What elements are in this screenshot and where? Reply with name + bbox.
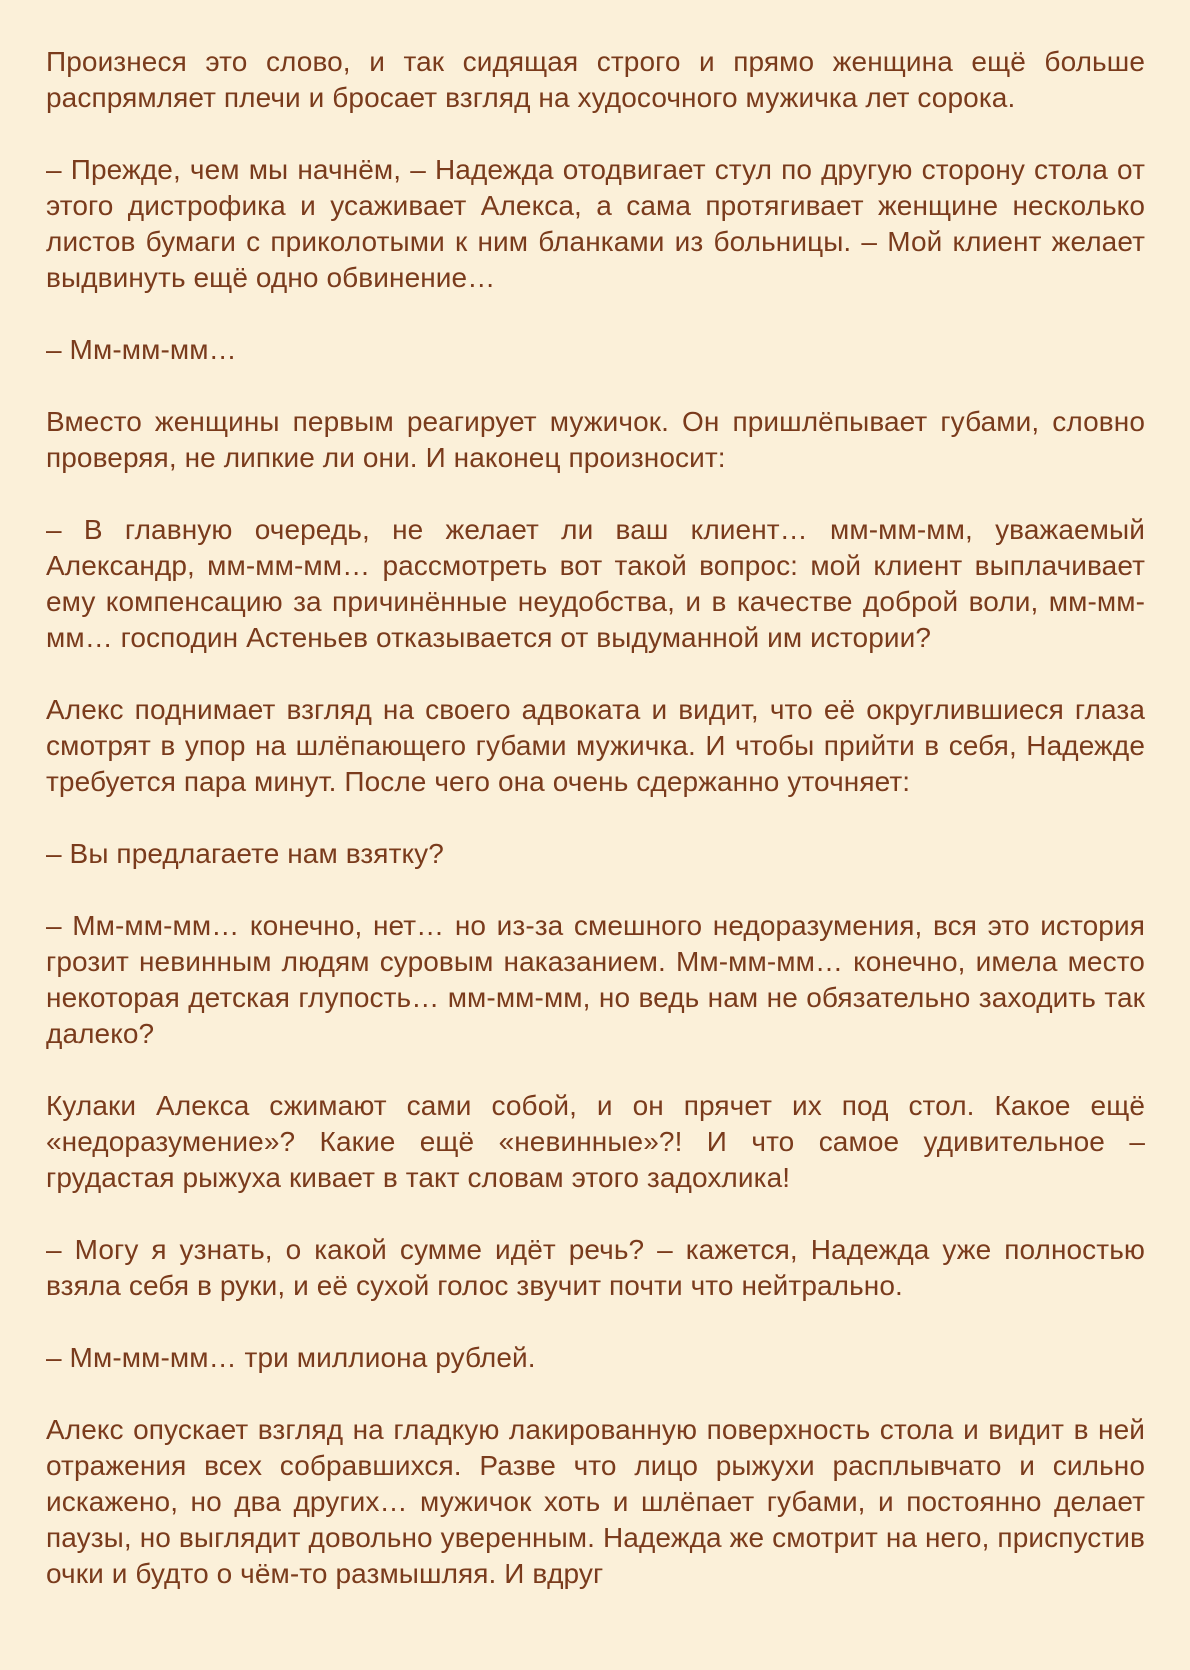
paragraph-8: – Мм-мм-мм… конечно, нет… но из-за смешного недоразумения, вся это история грозит невинным людям суровым наказанием. Мм-мм-мм… конечно, имела место некоторая детская глупость… мм-мм-мм, но ведь нам не обязательно заходить так далеко? — [46, 910, 1145, 1049]
paragraph-7: – Вы предлагаете нам взятку? — [46, 838, 444, 869]
paragraph-4: Вместо женщины первым реагирует мужичок. Он пришлёпывает губами, словно проверяя, не липкие ли они. И наконец произносит: — [46, 406, 1145, 473]
paragraph-1: Произнеся это слово, и так сидящая строго и прямо женщина ещё больше распрямляет плечи и бросает взгляд на худосочного мужичка лет сорока. — [46, 46, 1145, 113]
paragraph-5: – В главную очередь, не желает ли ваш клиент… мм-мм-мм, уважаемый Александр, мм-мм-мм… рассмотреть вот такой вопрос: мой клиент выплачивает ему компенсацию за причинённые неудобства, и в качестве доброй воли, мм-мм-мм… господин Астеньев отказывается от выдуманной им истории? — [46, 514, 1145, 653]
paragraph-10: – Могу я узнать, о какой сумме идёт речь? – кажется, Надежда уже полностью взяла себя в руки, и её сухой голос звучит почти что нейтрально. — [46, 1234, 1145, 1301]
paragraph-2: – Прежде, чем мы начнём, – Надежда отодвигает стул по другую сторону стола от этого дистрофика и усаживает Алекса, а сама протягивает женщине несколько листов бумаги с приколотыми к ним бланками из больницы. – Мой клиент желает выдвинуть ещё одно обвинение… — [46, 154, 1145, 293]
paragraph-6: Алекс поднимает взгляд на своего адвоката и видит, что её округлившиеся глаза смотрят в упор на шлёпающего губами мужичка. И чтобы прийти в себя, Надежде требуется пара минут. После чего она очень сдержанно уточняет: — [46, 694, 1145, 797]
paragraph-11: – Мм-мм-мм… три миллиона рублей. — [46, 1342, 536, 1373]
paragraph-9: Кулаки Алекса сжимают сами собой, и он прячет их под стол. Какое ещё «недоразумение»? Какие ещё «невинные»?! И что самое удивительное – грудастая рыжуха кивает в такт словам этого задохлика! — [46, 1090, 1145, 1193]
paragraph-12: Алекс опускает взгляд на гладкую лакированную поверхность стола и видит в ней отражения всех собравшихся. Разве что лицо рыжухи расплывчато и сильно искажено, но два других… мужичок хоть и шлёпает губами, и постоянно делает паузы, но выглядит довольно уверенным. Надежда же смотрит на него, приспустив очки и будто о чём-то размышляя. И вдруг — [46, 1414, 1145, 1589]
paragraph-3: – Мм-мм-мм… — [46, 334, 237, 365]
